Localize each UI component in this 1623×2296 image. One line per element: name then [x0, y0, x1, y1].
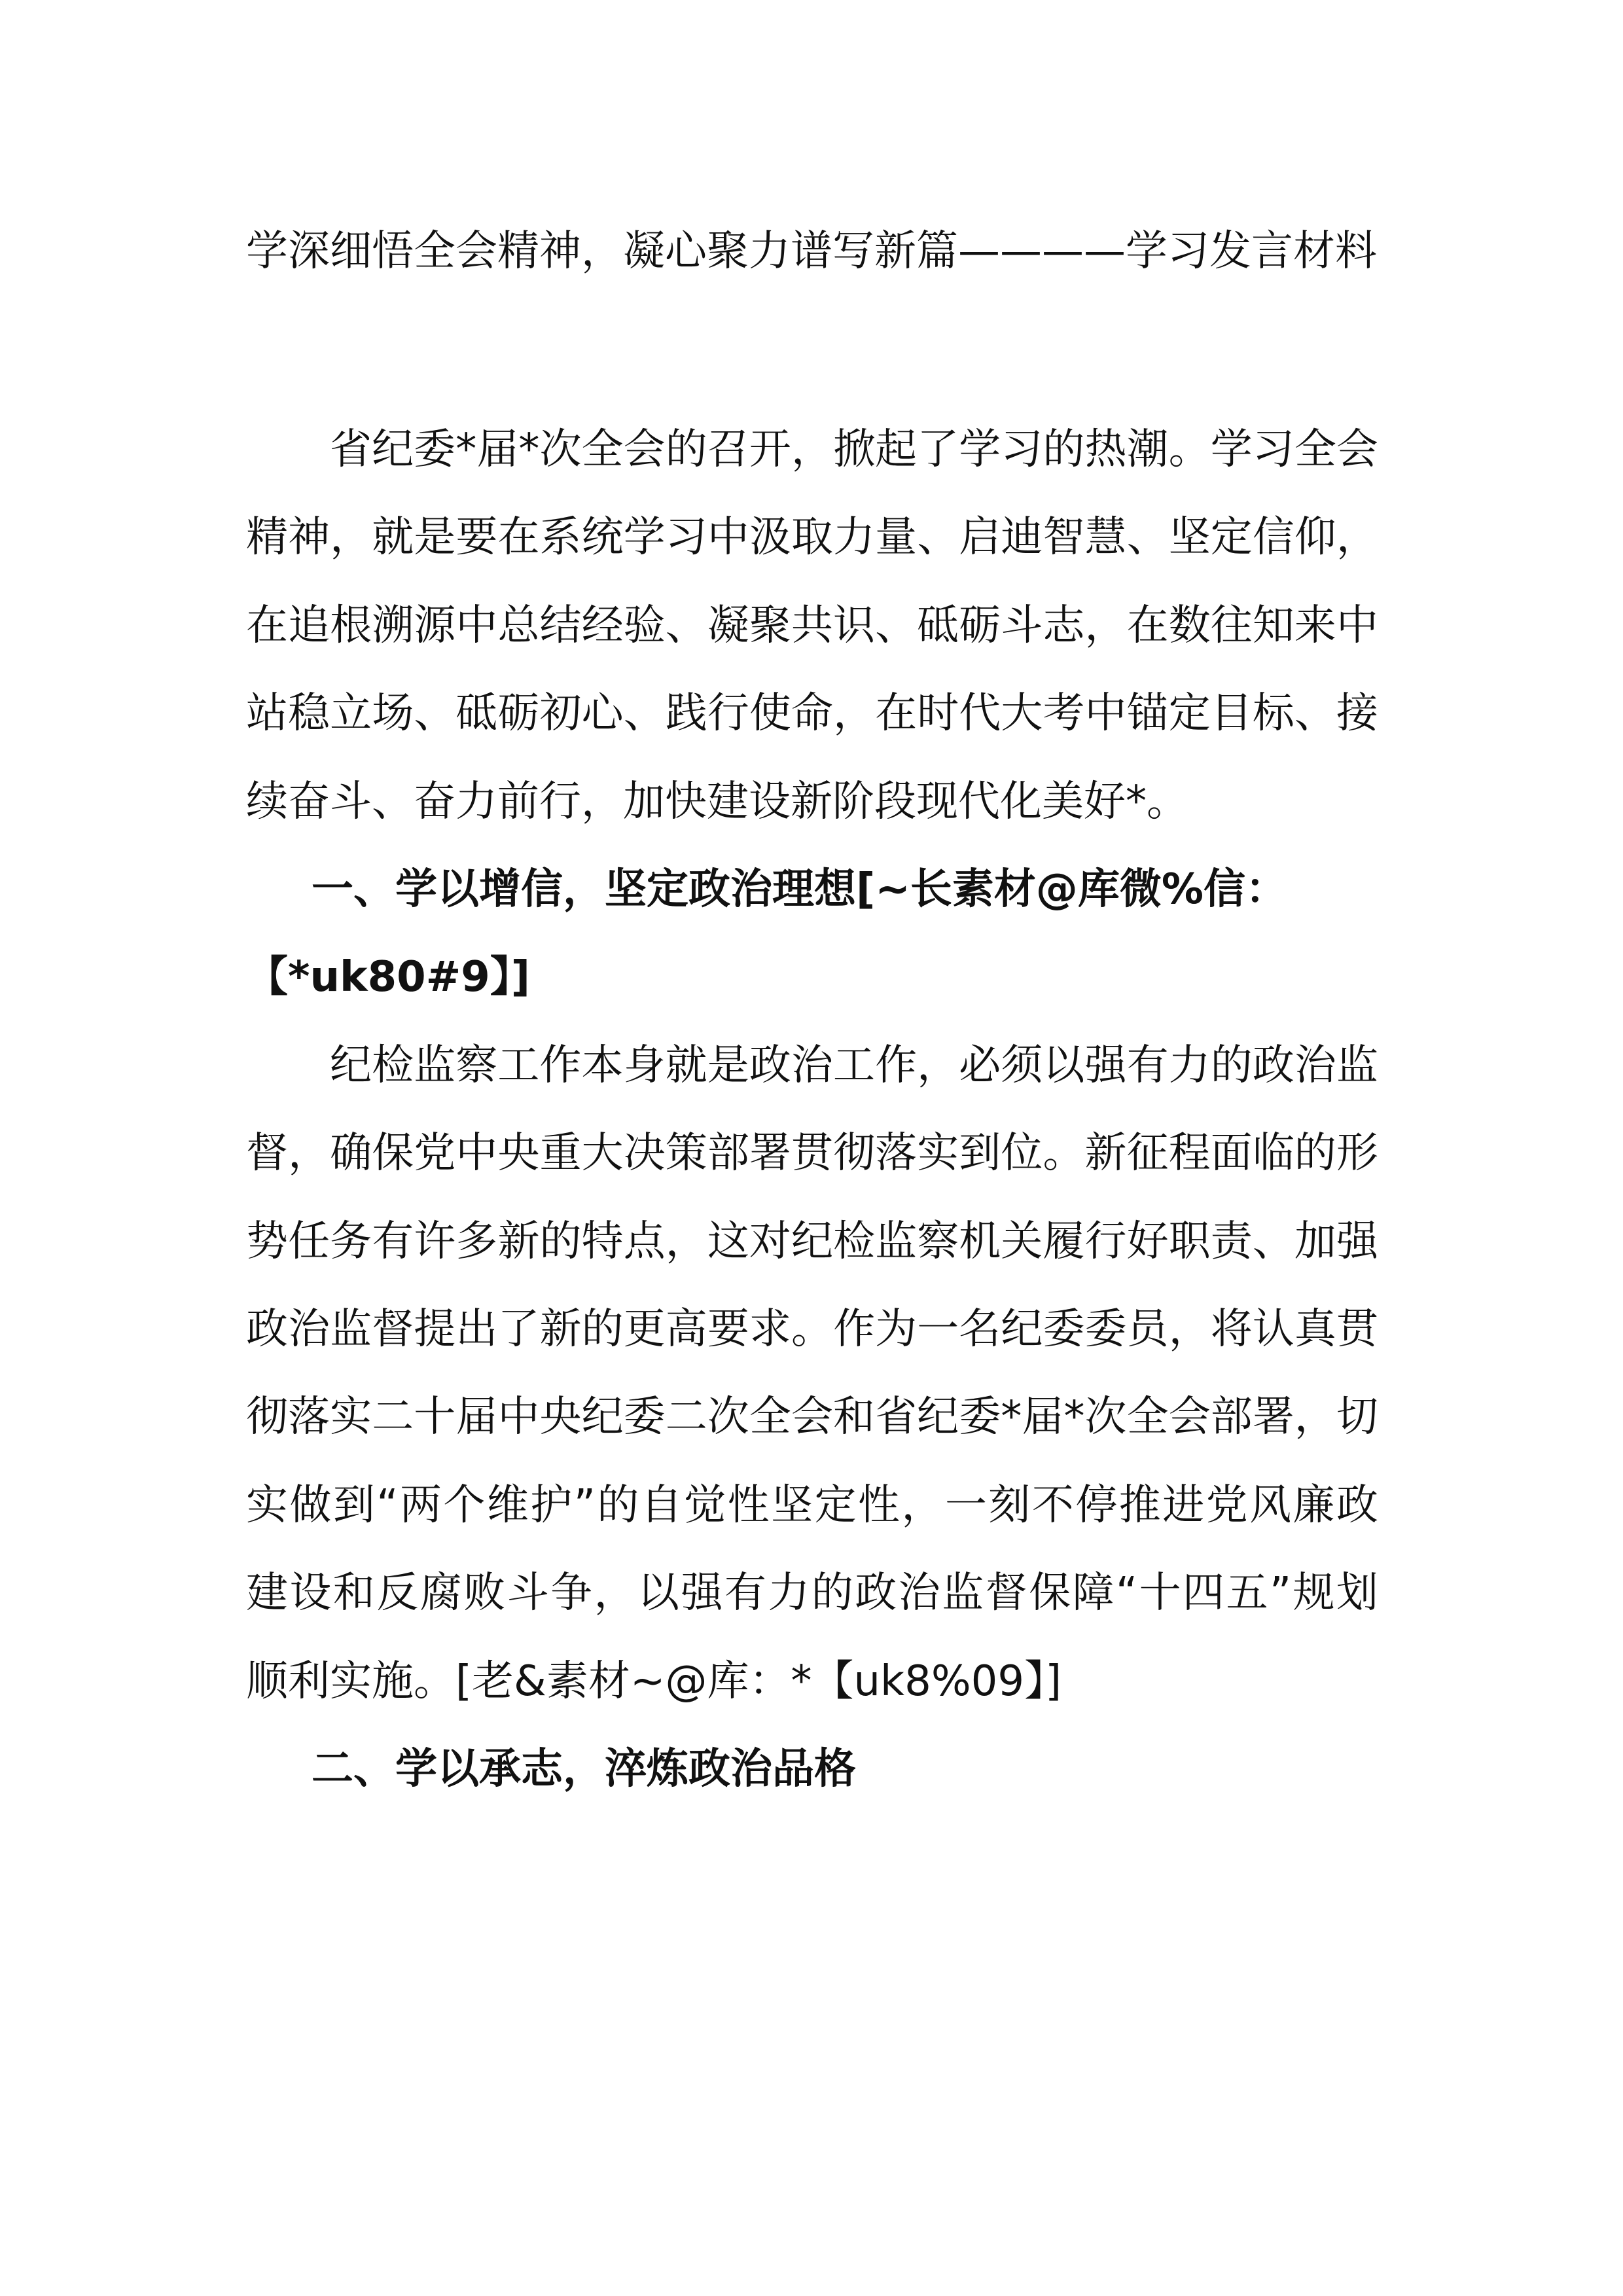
intro-paragraph: 省纪委*届*次全会的召开，掀起了学习的热潮。学习全会精神，就是要在系统学习中汲取力量、启迪智慧、坚定信仰，在追根溯源中总结经验、凝聚共识、砥砺斗志，在数往知来中站稳立场、砥砺初心、践行使命，在时代大考中锚定目标、接续奋斗、奋力前行，加快建设新阶段现代化美好*。 — [246, 425, 1378, 826]
document-title: 学深细悟全会精神，凝心聚力谱写新篇————学习发言材料 — [246, 227, 1377, 276]
section-heading-1: 一、学以增信，坚定政治理想[~长素材@库微%信：【*uk80#9】] — [246, 865, 1287, 1002]
section-1-paragraph: 纪检监察工作本身就是政治工作，必须以强有力的政治监督，确保党中央重大决策部署贯彻落实到位。新征程面临的形势任务有许多新的特点，这对纪检监察机关履行好职责、加强政治监督提出了新的更高要求。作为一名纪委委员，将认真贯彻落实二十届中央纪委二次全会和省纪委*届*次全会部署，切实做到“两个维护”的自觉性坚定性，一刻不停推进党风廉政建设和反腐败斗争，以强有力的政治监督保障“十四五”规划顺利实施。[老&素材~@库：*【uk8%09】] — [246, 1041, 1378, 1706]
section-heading-2: 二、学以承志，淬炼政治品格 — [312, 1745, 856, 1794]
document-body — [246, 406, 1378, 1814]
